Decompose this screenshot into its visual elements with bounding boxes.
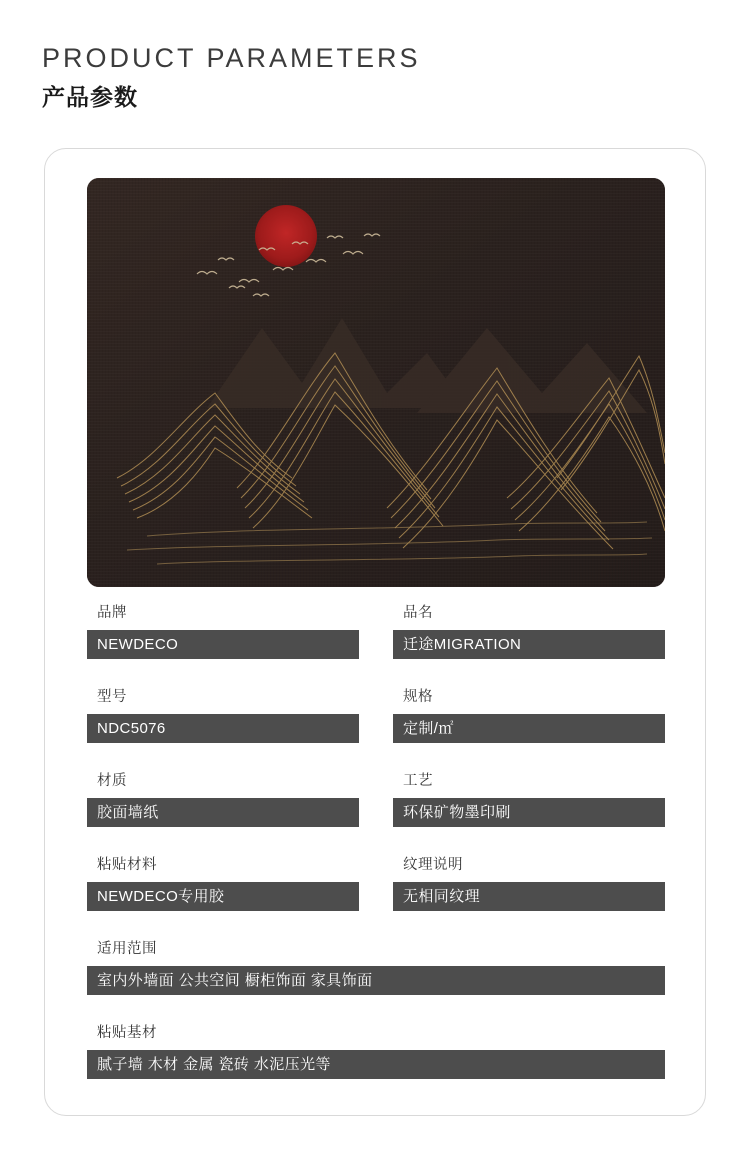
spec-label: 纹理说明 <box>403 857 463 873</box>
spec-value: NDC5076 <box>87 714 359 743</box>
spec-label: 适用范围 <box>97 941 157 957</box>
spec-label: 粘贴材料 <box>97 857 157 873</box>
spec-row <box>87 853 665 911</box>
spec-row <box>87 937 665 995</box>
spec-item-application-scope <box>87 937 665 995</box>
spec-list <box>87 601 665 1105</box>
page-title-cn: 产品参数 <box>42 84 138 110</box>
spec-row <box>87 1021 665 1079</box>
spec-row <box>87 769 665 827</box>
spec-item-material <box>87 769 359 827</box>
spec-value: 无相同纹理 <box>393 882 665 911</box>
page-title-en: PRODUCT PARAMETERS <box>42 43 421 73</box>
spec-item-texture-note <box>393 853 665 911</box>
spec-item-model <box>87 685 359 743</box>
spec-row <box>87 601 665 659</box>
spec-label: 规格 <box>403 689 433 705</box>
spec-label: 粘贴基材 <box>97 1025 157 1041</box>
spec-value: NEWDECO <box>87 630 359 659</box>
spec-item-craft <box>393 769 665 827</box>
spec-item-product-name <box>393 601 665 659</box>
spec-value: 腻子墙 木材 金属 瓷砖 水泥压光等 <box>87 1050 665 1079</box>
spec-item-specification <box>393 685 665 743</box>
spec-label: 型号 <box>97 689 127 705</box>
spec-value: 环保矿物墨印刷 <box>393 798 665 827</box>
product-artwork-image <box>87 178 665 587</box>
spec-item-brand <box>87 601 359 659</box>
spec-row <box>87 685 665 743</box>
spec-item-substrate <box>87 1021 665 1079</box>
spec-label: 工艺 <box>403 773 433 789</box>
product-card <box>44 148 706 1116</box>
spec-value: NEWDECO专用胶 <box>87 882 359 911</box>
spec-value: 室内外墙面 公共空间 橱柜饰面 家具饰面 <box>87 966 665 995</box>
spec-label: 品牌 <box>97 605 127 621</box>
spec-label: 品名 <box>403 605 433 621</box>
spec-value: 定制/㎡ <box>393 714 665 743</box>
spec-value: 迁途MIGRATION <box>393 630 665 659</box>
spec-label: 材质 <box>97 773 127 789</box>
page-header <box>42 40 421 113</box>
spec-item-adhesive <box>87 853 359 911</box>
spec-value: 胶面墙纸 <box>87 798 359 827</box>
